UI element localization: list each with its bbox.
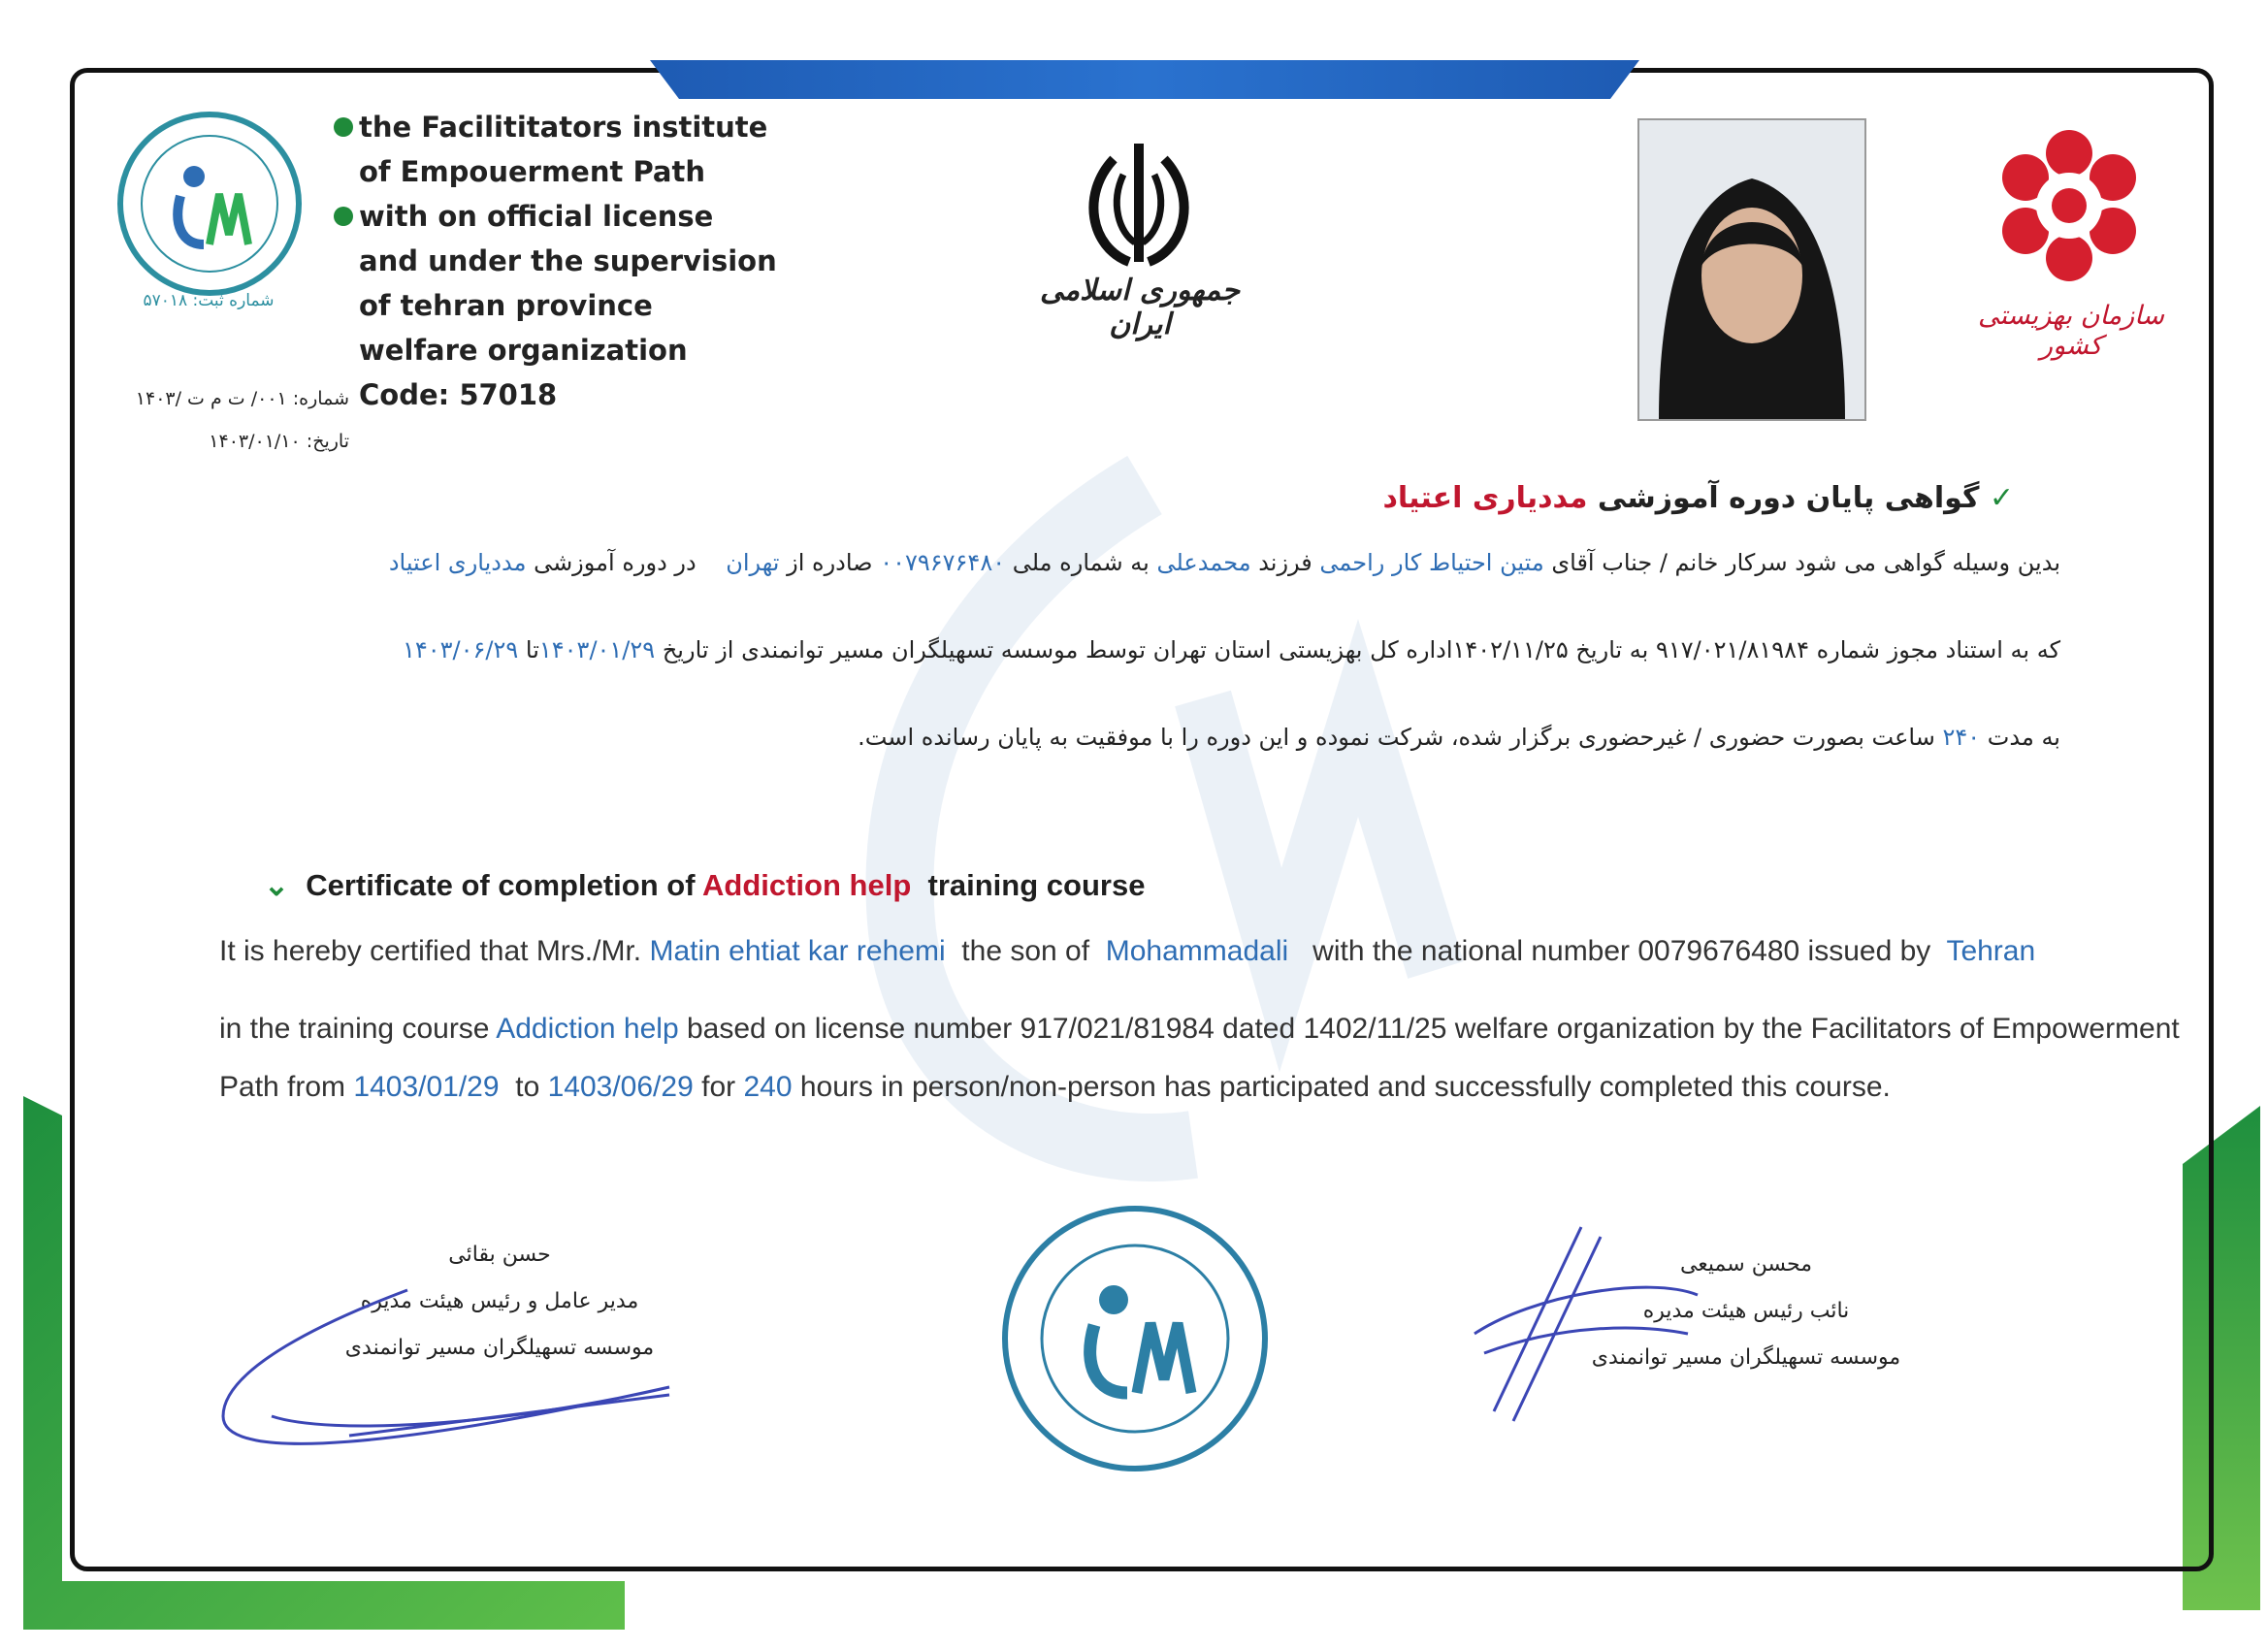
signer-org-right: موسسه تسهیلگران مسیر توانمندی (1591, 1345, 1901, 1370)
institute-logo (114, 109, 305, 299)
persian-line-1: بدین وسیله گواهی می شود سرکار خانم / جناب آقای متین احتیاط کار راحمی فرزند محمدعلی به شماره ملی ۰۰۷۹۶۷۶۴۸۰ صادره از تهران در دوره آموزشی مددیاری اعتیاد (388, 549, 2060, 576)
signer-org-left: موسسه تسهیلگران مسیر توانمندی (344, 1336, 655, 1360)
persian-line-3: به مدت ۲۴۰ ساعت بصورت حضوری / غیرحضوری برگزار شده، شرکت نموده و این دوره را با موفقیت به پایان رسانده است. (858, 724, 2060, 751)
header-line-4: and under the supervision (359, 244, 777, 277)
welfare-logo-caption: سازمان بهزیستی کشور (1977, 301, 2165, 361)
chevron-down-icon: ⌄ (264, 868, 289, 902)
signature-left (213, 1280, 679, 1474)
profile-photo (1637, 118, 1866, 421)
persian-title: ✓ گواهی پایان دوره آموزشی مددیاری اعتیاد (1382, 481, 2014, 515)
persian-line-2: که به استناد مجوز شماره ۹۱۷/۰۲۱/۸۱۹۸۴ به تاریخ ۱۴۰۲/۱۱/۲۵اداره کل بهزیستی استان تهران توسط موسسه تسهیلگران مسیر توانمندی از تاریخ ۱۴۰۳/۰۱/۲۹تا ۱۴۰۳/۰۶/۲۹ (402, 636, 2060, 663)
letter-date: تاریخ: ۱۴۰۳/۰۱/۱۰ (209, 431, 349, 452)
signer-name-left: حسن بقائی (448, 1243, 551, 1267)
signer-name-right: محسن سمیعی (1679, 1252, 1813, 1277)
signature-block-right (1552, 1242, 1940, 1381)
english-line-1: It is hereby certified that Mrs./Mr. Matin ehtiat kar rehemi the son of Mohammadali with the national number 0079676480 issued by Tehran (219, 935, 2036, 967)
top-blue-bar (650, 60, 1639, 111)
header-line-1: the Facilititators institute (334, 105, 777, 149)
header-line-3: with on official license (334, 194, 777, 239)
welfare-organization-logo (1987, 124, 2152, 289)
iran-emblem-icon (1071, 136, 1207, 272)
header-line-6: welfare organization (359, 334, 688, 367)
letter-number: شماره: ۰۰۱/ ت م ت /۱۴۰۳ (135, 388, 349, 409)
check-icon: ✓ (1989, 481, 2014, 515)
header-line-5: of tehran province (359, 289, 653, 322)
english-title: ⌄ Certificate of completion of Addiction help training course (264, 868, 1146, 902)
logo-reg-number: شماره ثبت: ۵۷۰۱۸ (143, 291, 275, 310)
bullet-icon (334, 117, 353, 137)
iran-emblem-caption: جمهوری اسلامی ایران (1039, 274, 1241, 341)
header-line-2: of Empouerment Path (359, 155, 706, 188)
bullet-icon (334, 207, 353, 226)
header-code: Code: 57018 (359, 378, 558, 411)
signer-title-left: مدیر عامل و رئیس هیئت مدیره (360, 1289, 639, 1313)
signer-title-right: نائب رئیس هیئت مدیره (1642, 1299, 1850, 1323)
english-line-3: Path from 1403/01/29 to 1403/06/29 for 240 hours in person/non-person has participated and successfully completed this course. (219, 1071, 1891, 1103)
institute-stamp (999, 1203, 1271, 1474)
english-line-2: in the training course Addiction help based on license number 917/021/81984 dated 1402/11/25 welfare organization by the Facilitators of Empowerment (219, 1013, 2180, 1045)
institute-header-en (334, 105, 777, 417)
